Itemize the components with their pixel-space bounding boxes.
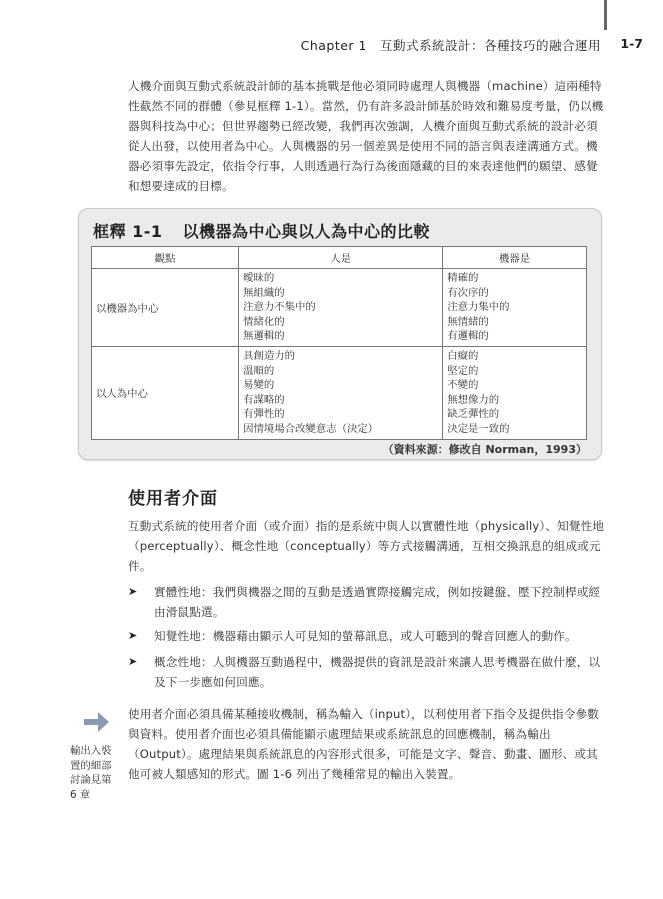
trait: 易變的 [243, 379, 275, 392]
box-title [93, 219, 430, 242]
section-heading: 使用者介面 [128, 489, 218, 509]
bullet-arrow-icon: ➤ [128, 629, 138, 642]
trait: 無組織的 [243, 286, 285, 299]
comparison-table [91, 246, 587, 440]
right-arrow-icon [82, 708, 110, 736]
table-row [92, 269, 587, 347]
header-perspective: 觀點 [92, 247, 239, 269]
page-number: 1-7 [620, 36, 643, 51]
machine-traits [443, 346, 587, 439]
page-edge-bar [604, 0, 607, 30]
bullet-item [128, 626, 606, 646]
bullet-text: 實體性地：我們與機器之間的互動是透過實際接觸完成，例如按鍵盤、壓下控制桿或經由滑鼠點選。 [154, 585, 601, 619]
source-citation: （資料來源：修改自 Norman，1993） [382, 443, 587, 456]
row-label: 以機器為中心 [92, 269, 239, 347]
trait: 曖昧的 [243, 272, 275, 284]
trait: 不變的 [447, 379, 479, 392]
bullet-item [128, 582, 606, 622]
table-row [92, 346, 587, 439]
trait: 無邏輯的 [243, 330, 285, 343]
bullet-text: 知覺性地：機器藉由顯示人可見知的螢幕訊息，或人可聽到的聲音回應人的動作。 [154, 629, 577, 643]
row-label: 以人為中心 [92, 346, 239, 439]
header-people: 人是 [239, 247, 443, 269]
trait: 無想像力的 [447, 393, 500, 406]
sidebar-box-1-1 [78, 208, 602, 460]
section-paragraph-2 [128, 704, 606, 784]
trait: 決定是一致的 [447, 422, 510, 435]
people-traits [239, 346, 443, 439]
trait: 情緒化的 [243, 315, 285, 328]
intro-paragraph [128, 76, 606, 196]
trait: 無情緒的 [447, 315, 489, 328]
trait: 堅定的 [447, 364, 479, 377]
bullet-item [128, 652, 606, 692]
trait: 缺乏彈性的 [447, 408, 500, 421]
bullet-arrow-icon: ➤ [128, 655, 138, 668]
trait: 白癡的 [447, 349, 479, 362]
trait: 有邏輯的 [447, 330, 489, 343]
people-traits [239, 269, 443, 347]
section-text-1: 互動式系統的使用者介面（或介面）指的是系統中與人以實體性地（physically）、知覺性地（perceptually）、概念性地（conceptually）等方式接觸溝通，互相交換訊息的組成或元件。 [128, 519, 605, 573]
chapter-title: Chapter 1 互動式系統設計：各種技巧的融合運用 [300, 38, 601, 53]
table-header-row [92, 247, 587, 269]
trait: 有次序的 [447, 286, 489, 299]
trait: 因情境場合改變意志（決定） [243, 422, 379, 435]
section-paragraph-1 [128, 516, 606, 576]
trait: 精確的 [447, 272, 479, 284]
box-title-text: 以機器為中心與以人為中心的比較 [182, 222, 430, 241]
trait: 溫順的 [243, 364, 275, 377]
section-text-2: 使用者介面必須具備某種接收機制，稱為輸入（input），以利使用者下指令及提供指令參數與資料。使用者介面也必須具備能顯示處理結果或系統訊息的回應機制，稱為輸出（Output）。處理結果與系統訊息的內容形式很多，可能是文字、聲音、動畫、圖形、或其他可被人類感知的形式。圖 1-6 列出了幾種常見的輸出入裝置。 [128, 707, 600, 781]
trait: 具創造力的 [243, 349, 296, 362]
header-machines: 機器是 [443, 247, 587, 269]
intro-text: 人機介面與互動式系統設計師的基本挑戰是他必須同時處理人與機器（machine）這兩種特性截然不同的群體（參見框釋 1-1）。當然，仍有許多設計師基於時效和難易度考量，仍以機器與科技為中心；但世界趨勢已經改變，我們再次強調，人機介面與互動式系統的設計必須從人出發，以使用者為中心。人與機器的另一個差異是使用不同的語言與表達溝通方式。機器必須事先設定，依指令行事，人則透過行為行為後面隱藏的目的來表達他們的願望、感覺和想要達成的目標。 [128, 79, 604, 193]
trait: 有彈性的 [243, 408, 285, 421]
trait: 注意力集中的 [447, 301, 510, 314]
box-number: 框釋 1-1 [93, 222, 163, 241]
bullet-arrow-icon: ➤ [128, 585, 138, 598]
trait: 注意力不集中的 [243, 301, 316, 314]
bullet-text: 概念性地：人與機器互動過程中，機器提供的資訊是設計來讓人思考機器在做什麼，以及下一步應如何回應。 [154, 655, 601, 689]
trait: 有謀略的 [243, 393, 285, 406]
margin-note: 輸出入裝置的細部討論見第 6 章 [70, 745, 112, 801]
machine-traits [443, 269, 587, 347]
running-header [0, 30, 663, 58]
